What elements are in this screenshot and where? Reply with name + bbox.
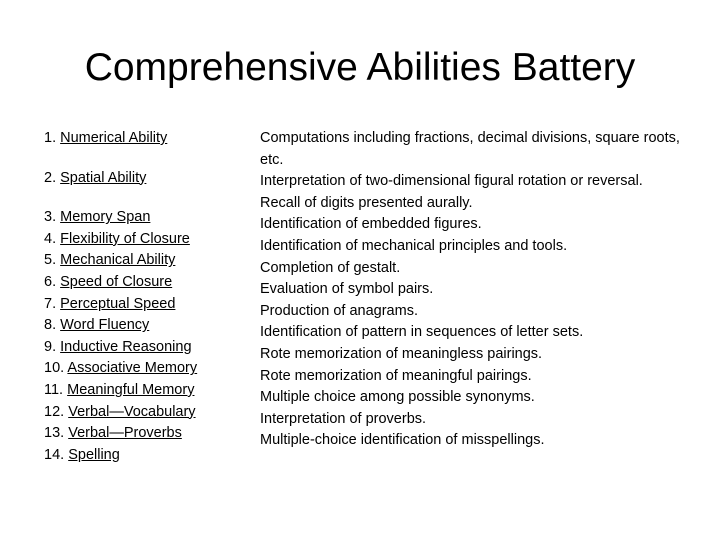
ability-item	[44, 358, 244, 380]
ability-name: Inductive Reasoning	[60, 338, 192, 355]
ability-item	[44, 337, 244, 359]
ability-item	[44, 250, 244, 272]
ability-name: Word Fluency	[60, 317, 150, 334]
ability-description: Interpretation of two-dimensional figural rotation or reversal.	[260, 173, 643, 190]
ability-name: Verbal—Proverbs	[68, 425, 182, 442]
ability-description: Identification of pattern in sequences of letter sets.	[260, 324, 584, 341]
ability-number: 14.	[44, 446, 65, 463]
ability-description: Production of anagrams.	[260, 302, 418, 319]
ability-item	[44, 402, 244, 424]
ability-description: Identification of mechanical principles and tools.	[260, 237, 568, 254]
ability-description: Multiple-choice identification of misspellings.	[260, 432, 545, 449]
ability-number: 8.	[44, 317, 57, 334]
ability-item	[44, 128, 244, 150]
ability-number: 13.	[44, 425, 65, 442]
ability-item	[44, 168, 244, 190]
ability-item	[44, 380, 244, 402]
ability-name: Spatial Ability	[60, 169, 147, 186]
description-list	[260, 128, 680, 452]
ability-number: 4.	[44, 230, 57, 247]
ability-item	[44, 315, 244, 337]
ability-name: Speed of Closure	[60, 273, 173, 290]
ability-list	[44, 128, 244, 466]
ability-number: 9.	[44, 338, 57, 355]
ability-name: Verbal—Vocabulary	[68, 403, 196, 420]
ability-number: 5.	[44, 252, 57, 269]
ability-name: Meaningful Memory	[67, 381, 195, 398]
ability-description: Rote memorization of meaningless pairings.	[260, 345, 543, 362]
ability-number: 6.	[44, 273, 57, 290]
ability-number: 10.	[44, 360, 65, 377]
ability-number: 2.	[44, 169, 57, 186]
ability-name: Associative Memory	[67, 360, 198, 377]
ability-description: Identification of embedded figures.	[260, 216, 482, 233]
ability-description: Evaluation of symbol pairs.	[260, 281, 434, 298]
slide-title: Comprehensive Abilities Battery	[84, 46, 636, 89]
ability-description: Completion of gestalt.	[260, 259, 401, 276]
ability-description: Rote memorization of meaningful pairings.	[260, 367, 532, 384]
ability-item	[44, 423, 244, 445]
ability-number: 12.	[44, 403, 65, 420]
ability-description: Multiple choice among possible synonyms.	[260, 389, 535, 406]
ability-name: Spelling	[68, 446, 120, 463]
ability-number: 11.	[44, 381, 64, 398]
ability-item	[44, 445, 244, 467]
ability-description: Computations including fractions, decimal divisions, square roots, etc.	[260, 130, 680, 168]
ability-description: Interpretation of proverbs.	[260, 410, 427, 427]
ability-item	[44, 207, 244, 229]
ability-number: 3.	[44, 209, 57, 226]
ability-item	[44, 294, 244, 316]
ability-name: Mechanical Ability	[60, 252, 176, 269]
ability-name: Flexibility of Closure	[60, 230, 190, 247]
ability-description: Recall of digits presented aurally.	[260, 194, 473, 211]
ability-item	[44, 272, 244, 294]
ability-number: 7.	[44, 295, 57, 312]
ability-name: Memory Span	[60, 209, 151, 226]
ability-name: Numerical Ability	[60, 130, 168, 146]
ability-number: 1.	[44, 130, 57, 146]
ability-name: Perceptual Speed	[60, 295, 176, 312]
ability-item	[44, 229, 244, 251]
